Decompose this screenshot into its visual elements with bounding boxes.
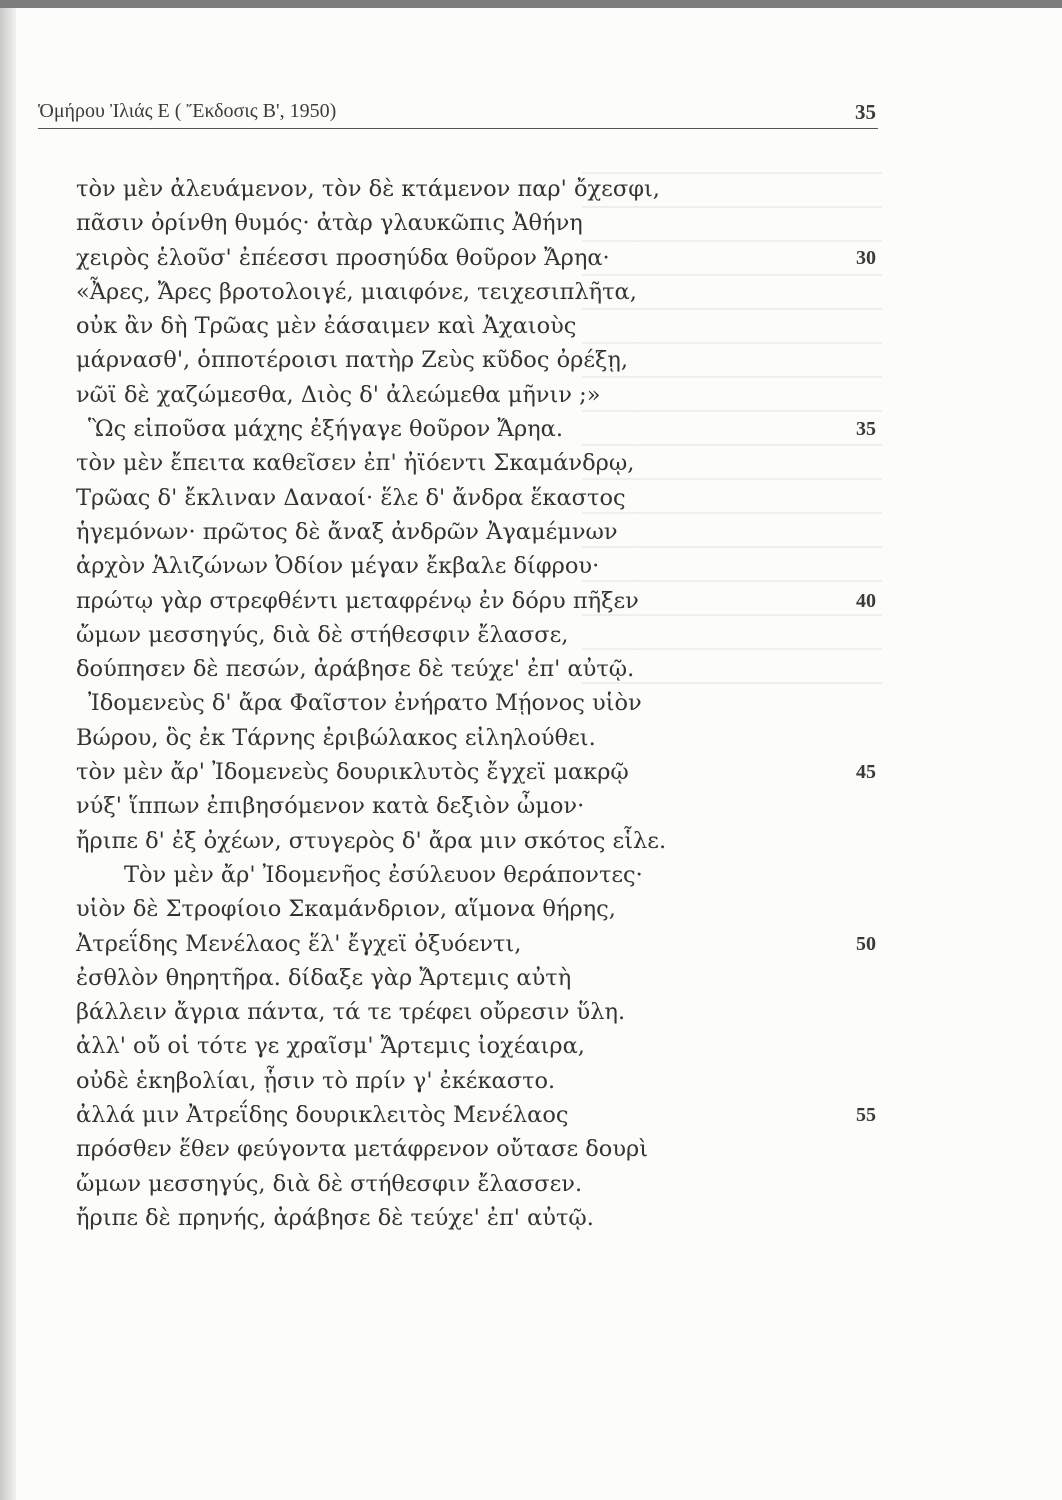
- verse-line: [76, 686, 876, 720]
- verse-line: [76, 824, 876, 858]
- verse-text: ὤμων μεσσηγύς, διὰ δὲ στήθεσφιν ἔλασσε,: [76, 621, 569, 648]
- line-number: 50: [856, 932, 876, 955]
- verse-line: [76, 1064, 876, 1098]
- verse-line: [76, 618, 876, 652]
- verse-line: [76, 1132, 876, 1166]
- verse-line: [76, 961, 876, 995]
- verse-text: οὐκ ἂν δὴ Τρῶας μὲν ἐάσαιμεν καὶ Ἀχαιοὺς: [76, 313, 577, 340]
- verse-text: δούπησεν δὲ πεσών, ἀράβησε δὲ τεύχε' ἐπ' αὐτῷ.: [76, 656, 635, 683]
- verse-line: [76, 721, 876, 755]
- verse-line: [76, 343, 876, 377]
- running-title: Ὁμήρου Ἰλιάς Ε ( Ἔκδοσις Β', 1950): [38, 100, 337, 122]
- line-number: 45: [856, 761, 876, 784]
- page-number: 35: [855, 100, 876, 124]
- verse-text: πρώτῳ γὰρ στρεφθέντι μεταφρένῳ ἐν δόρυ πῆξεν: [76, 587, 639, 614]
- verse-line: [76, 446, 876, 480]
- verse-line: [76, 515, 876, 549]
- verse-line: [76, 172, 876, 206]
- verse-text: βάλλειν ἄγρια πάντα, τά τε τρέφει οὔρεσιν ὕλη.: [76, 999, 626, 1026]
- verse-text: τὸν μὲν ἀλευάμενον, τὸν δὲ κτάμενον παρ' ὄχεσφι,: [76, 176, 660, 202]
- verse-line: [76, 1029, 876, 1063]
- running-header: [38, 100, 878, 130]
- binding-shadow: [0, 8, 16, 1500]
- verse-text: Τρῶας δ' ἔκλιναν Δαναοί· ἕλε δ' ἄνδρα ἕκαστος: [76, 484, 626, 511]
- verse-text: χειρὸς ἑλοῦσ' ἐπέεσσι προσηύδα θοῦρον Ἄρηα·: [76, 244, 610, 271]
- verse-text: Τὸν μὲν ἄρ' Ἰδομενῆος ἐσύλευον θεράποντες·: [124, 861, 643, 888]
- verse-text: μάρνασθ', ὁπποτέροισι πατὴρ Ζεὺς κῦδος ὀρέξῃ,: [76, 347, 629, 374]
- verse-line: [76, 927, 876, 961]
- verse-line: [76, 481, 876, 515]
- line-number: 30: [856, 246, 876, 269]
- verse-text: ὤμων μεσσηγύς, διὰ δὲ στήθεσφιν ἔλασσεν.: [76, 1170, 583, 1197]
- verse-block: [76, 172, 876, 1235]
- verse-text: πρόσθεν ἕθεν φεύγοντα μετάφρενον οὔτασε δουρὶ: [76, 1136, 649, 1163]
- verse-line: [76, 275, 876, 309]
- line-number: 55: [856, 1104, 876, 1127]
- verse-line: [76, 549, 876, 583]
- verse-line: [76, 1201, 876, 1235]
- verse-text: ἐσθλὸν θηρητῆρα. δίδαξε γὰρ Ἄρτεμις αὐτὴ: [76, 964, 572, 991]
- line-number: 40: [856, 589, 876, 612]
- verse-line: [76, 378, 876, 412]
- verse-line: [76, 892, 876, 926]
- verse-line: [76, 652, 876, 686]
- verse-line: [76, 241, 876, 275]
- verse-text: ἤριπε δὲ πρηνής, ἀράβησε δὲ τεύχε' ἐπ' αὐτῷ.: [76, 1204, 594, 1231]
- verse-text: τὸν μὲν ἔπειτα καθεῖσεν ἐπ' ἠϊόεντι Σκαμάνδρῳ,: [76, 450, 635, 477]
- verse-text: νῶϊ δὲ χαζώμεσθα, Διὸς δ' ἀλεώμεθα μῆνιν ;»: [76, 381, 601, 408]
- verse-line: [76, 858, 876, 892]
- header-rule: [38, 128, 878, 129]
- verse-line: [76, 1098, 876, 1132]
- verse-text: υἱὸν δὲ Στροφίοιο Σκαμάνδριον, αἵμονα θήρης,: [76, 896, 616, 923]
- verse-line: [76, 995, 876, 1029]
- verse-line: [76, 789, 876, 823]
- verse-text: ἀρχὸν Ἁλιζώνων Ὀδίον μέγαν ἔκβαλε δίφρου·: [76, 553, 600, 580]
- verse-line: [76, 755, 876, 789]
- verse-text: Ἰδομενεὺς δ' ἄρα Φαῖστον ἐνήρατο Μῄονος υἱὸν: [88, 690, 642, 717]
- scan-top-edge: [0, 0, 1062, 8]
- verse-text: ἀλλά μιν Ἀτρεΐδης δουρικλειτὸς Μενέλαος: [76, 1102, 569, 1129]
- verse-text: «Ἆρες, Ἄρες βροτολοιγέ, μιαιφόνε, τειχεσιπλῆτα,: [76, 278, 637, 305]
- verse-text: ἀλλ' οὔ οἱ τότε γε χραῖσμ' Ἄρτεμις ἰοχέαιρα,: [76, 1033, 585, 1060]
- verse-text: ἡγεμόνων· πρῶτος δὲ ἄναξ ἀνδρῶν Ἀγαμέμνων: [76, 518, 618, 545]
- verse-text: πᾶσιν ὀρίνθη θυμός· ἀτὰρ γλαυκῶπις Ἀθήνη: [76, 210, 583, 237]
- verse-line: [76, 206, 876, 240]
- verse-line: [76, 584, 876, 618]
- verse-text: τὸν μὲν ἄρ' Ἰδομενεὺς δουρικλυτὸς ἔγχεϊ μακρῷ: [76, 759, 629, 786]
- verse-text: νύξ' ἵππων ἐπιβησόμενον κατὰ δεξιὸν ὦμον·: [76, 793, 585, 820]
- verse-text: Ἀτρεΐδης Μενέλαος ἕλ' ἔγχεϊ ὀξυόεντι,: [76, 930, 522, 957]
- verse-line: [76, 309, 876, 343]
- verse-text: Ὣς εἰποῦσα μάχης ἐξήγαγε θοῦρον Ἄρηα.: [88, 416, 563, 443]
- line-number: 35: [856, 418, 876, 441]
- verse-text: Βώρου, ὃς ἐκ Τάρνης ἐριβώλακος εἰληλούθει.: [76, 724, 596, 751]
- verse-line: [76, 1167, 876, 1201]
- verse-text: ἤριπε δ' ἐξ ὀχέων, στυγερὸς δ' ἄρα μιν σκότος εἷλε.: [76, 827, 667, 854]
- verse-line: [76, 412, 876, 446]
- verse-text: οὐδὲ ἑκηβολίαι, ᾗσιν τὸ πρίν γ' ἐκέκαστο.: [76, 1067, 556, 1094]
